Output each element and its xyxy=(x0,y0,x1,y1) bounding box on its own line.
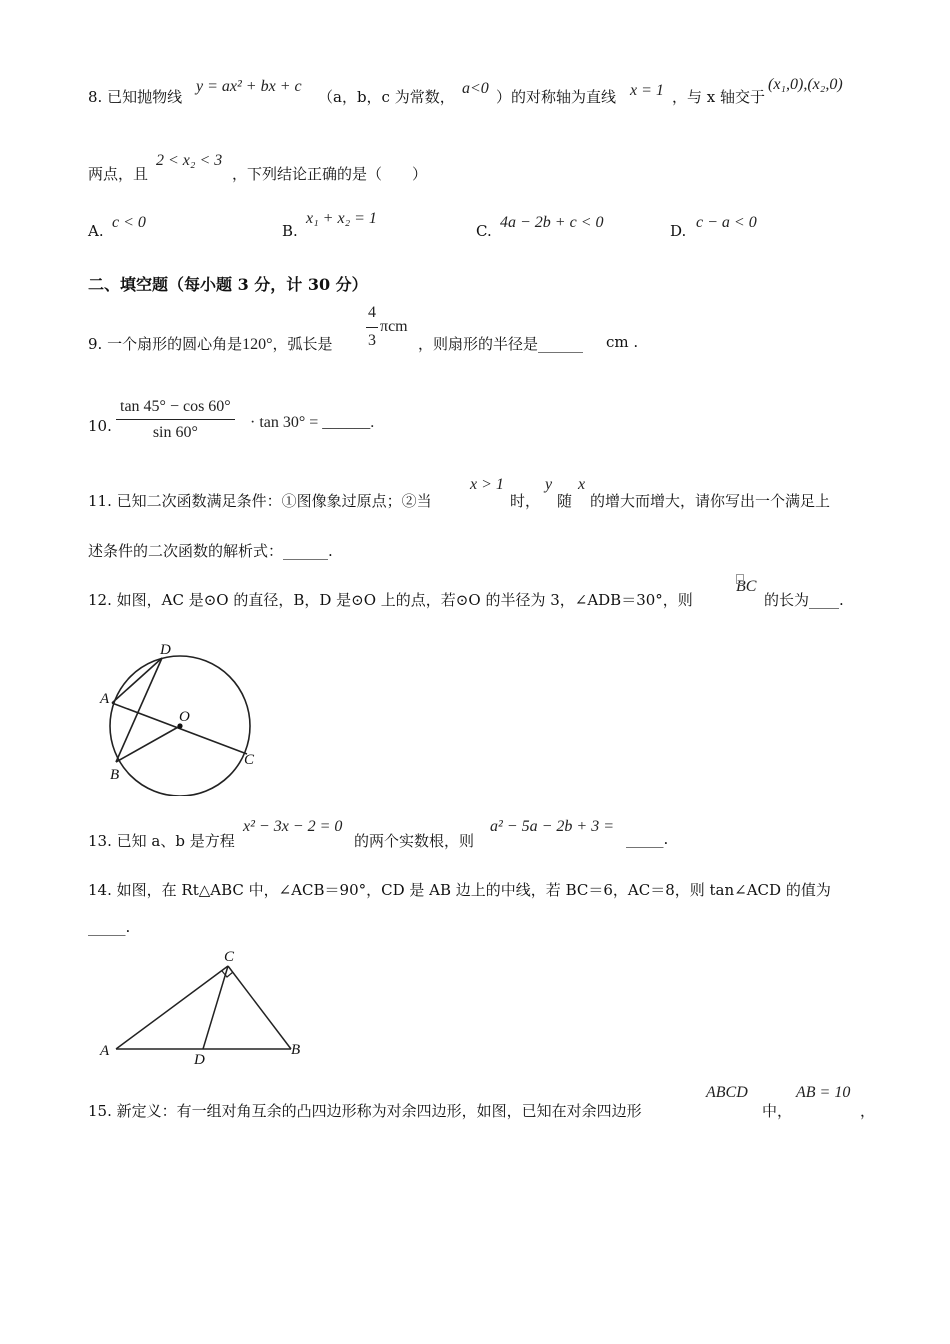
q8-axis-eq: x = 1 xyxy=(630,82,664,99)
option-d-expr: c − a < 0 xyxy=(696,214,757,231)
q9-number: 9. xyxy=(88,335,103,353)
q9-unit: πcm xyxy=(380,318,408,335)
q9-frac-bar xyxy=(366,327,378,328)
option-b-label: B. xyxy=(282,222,298,240)
q14-text1: 如图，在 Rt△ABC 中，∠ACB＝90°，CD 是 AB 边上的中线，若 BC＝6，AC＝8，则 tan∠ACD 的值为 xyxy=(116,881,831,899)
option-d-label: D. xyxy=(670,222,687,240)
q13-line xyxy=(88,830,235,851)
q11-text2: 时， xyxy=(510,492,541,510)
label-c: C xyxy=(244,752,255,768)
q8-text-two-points: 两点，且 xyxy=(88,165,149,183)
label-o: O xyxy=(179,709,190,725)
q14-number: 14. xyxy=(88,881,112,899)
q11-cond: x > 1 xyxy=(470,476,504,493)
q15-number: 15. xyxy=(88,1102,112,1120)
section-heading: 二、填空题（每小题 3 分，计 30 分） xyxy=(88,275,368,294)
q11-number: 11. xyxy=(88,492,112,510)
q14-triangle-figure xyxy=(96,944,316,1066)
label-c: C xyxy=(224,949,235,965)
chord-ad xyxy=(112,658,162,703)
q15-quad: ABCD xyxy=(706,1084,748,1101)
label-a: A xyxy=(100,1043,110,1059)
q12-arc: BC xyxy=(736,578,757,595)
q10-frac-den: sin 60° xyxy=(152,424,198,441)
chord-bo xyxy=(116,726,180,762)
q13-expr: a² − 5a − 2b + 3 = xyxy=(490,818,614,835)
q8-range: 2 < x₂ < 3 xyxy=(156,152,223,169)
option-b-expr: x₁ + x₂ = 1 xyxy=(306,210,377,227)
label-a: A xyxy=(100,691,110,707)
q11-text4: 的增大而增大，请你写出一个满足上 xyxy=(590,492,831,510)
q12-number: 12. xyxy=(88,591,112,609)
q8-text-consts: （a，b，c 为常数， xyxy=(318,88,455,106)
q8-option-b[interactable] xyxy=(282,222,298,240)
q10-number: 10. xyxy=(88,417,112,435)
q8-line1 xyxy=(88,86,182,107)
q8-option-a[interactable] xyxy=(88,222,104,240)
q10-frac-num: tan 45° − cos 60° xyxy=(116,398,235,420)
option-c-expr: 4a − 2b + c < 0 xyxy=(500,214,604,231)
q8-number: 8. xyxy=(88,88,103,106)
q8-text-intersect: ，与 x 轴交于 xyxy=(672,88,765,106)
q11-text1: 已知二次函数满足条件：①图像象过原点；②当 xyxy=(116,492,432,510)
q9-text2: ，弧长是 xyxy=(272,335,333,353)
q11-x: x xyxy=(578,476,586,493)
q12-arc-mark xyxy=(736,574,744,584)
option-a-label: A. xyxy=(88,222,104,240)
q9-text1: 一个扇形的圆心角是 xyxy=(107,335,243,353)
q9-frac-num: 4 xyxy=(368,304,376,321)
q8-text-conclusion: ，下列结论正确的是（ ） xyxy=(232,165,428,183)
q11-text3: 随 xyxy=(557,492,573,510)
q14-line2: _____. xyxy=(88,918,131,936)
q9-text3: ，则扇形的半径是______ xyxy=(418,335,584,353)
q8-option-d[interactable] xyxy=(670,222,686,240)
q9-line xyxy=(88,333,333,354)
q11-line1 xyxy=(88,490,432,511)
option-a-expr: c < 0 xyxy=(112,214,146,231)
q11-line2: 述条件的二次函数的解析式：______. xyxy=(88,542,333,560)
side-bc xyxy=(228,966,291,1049)
q9-text4: cm . xyxy=(606,333,639,351)
q15-text3: ， xyxy=(860,1102,876,1120)
q15-text2: 中， xyxy=(762,1102,793,1120)
q12-circle-figure xyxy=(90,636,270,796)
median-cd xyxy=(203,966,228,1049)
q11-y: y xyxy=(545,476,553,493)
label-d: D xyxy=(160,642,171,658)
q12-text1: 如图，AC 是⊙O 的直径，B，D 是⊙O 上的点，若⊙O 的半径为 3，∠ADB＝30°，则 xyxy=(116,591,693,609)
side-ac xyxy=(116,966,228,1049)
q13-number: 13. xyxy=(88,832,112,850)
chord-db xyxy=(116,658,162,762)
q8-parabola-eq: y = ax² + bx + c xyxy=(196,78,302,95)
q8-text: 已知抛物线 xyxy=(107,88,183,106)
q12-text2: 的长为____. xyxy=(764,591,844,609)
q15-line xyxy=(88,1100,642,1121)
right-angle-mark xyxy=(222,971,233,977)
label-b: B xyxy=(110,767,120,783)
q8-option-c[interactable] xyxy=(476,222,492,240)
q8-cond: a<0 xyxy=(462,80,489,97)
q9-angle: 120° xyxy=(242,336,273,353)
q9-frac-den: 3 xyxy=(368,332,376,349)
q15-text1: 新定义：有一组对角互余的凸四边形称为对余四边形，如图，已知在对余四边形 xyxy=(116,1102,642,1120)
q8-text-axis: ）的对称轴为直线 xyxy=(496,88,617,106)
label-d: D xyxy=(194,1052,205,1066)
q10-tail: · tan 30° = ______. xyxy=(250,414,375,431)
q15-ab: AB = 10 xyxy=(796,1084,851,1101)
q14-line1 xyxy=(88,879,831,900)
q13-text2: 的两个实数根，则 xyxy=(354,832,475,850)
option-c-label: C. xyxy=(476,222,492,240)
q13-text1: 已知 a、b 是方程 xyxy=(116,832,235,850)
q10-fraction xyxy=(116,398,235,442)
q12-line xyxy=(88,589,693,610)
q8-points: (x₁,0),(x₂,0) xyxy=(768,76,843,93)
label-b: B xyxy=(291,1042,301,1058)
q13-blank: _____. xyxy=(626,830,669,848)
q13-equation: x² − 3x − 2 = 0 xyxy=(243,818,343,835)
